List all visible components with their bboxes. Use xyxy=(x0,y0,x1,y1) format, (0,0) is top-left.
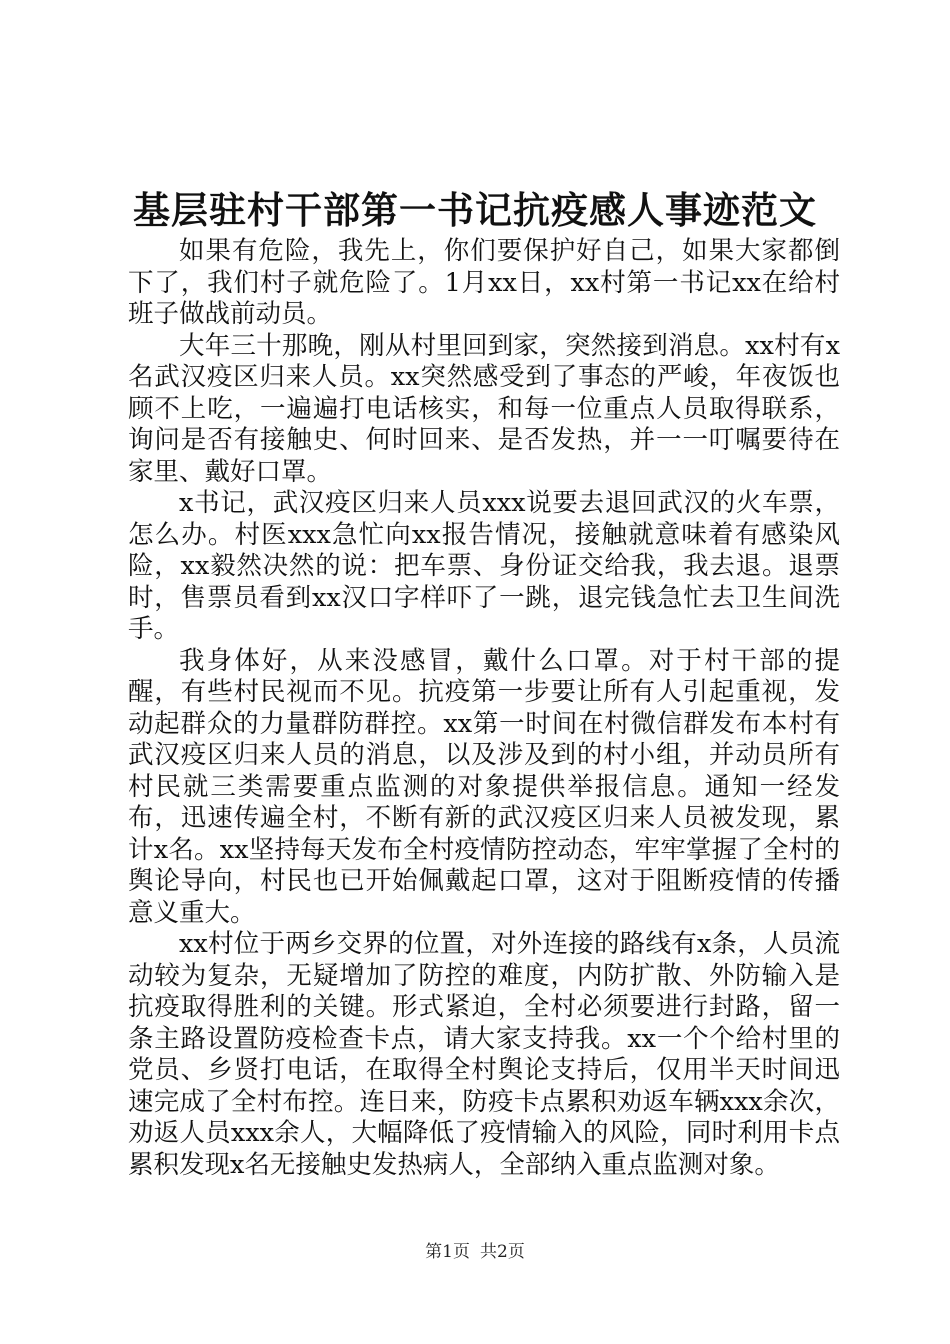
paragraph-1: 如果有危险，我先上，你们要保护好自己，如果大家都倒下了，我们村子就危险了。1月xx日，xx村第一书记xx在给村班子做战前动员。 xyxy=(128,236,840,329)
paragraph-2: 大年三十那晚，刚从村里回到家，突然接到消息。xx村有x名武汉疫区归来人员。xx突然感受到了事态的严峻，年夜饭也顾不上吃，一遍遍打电话核实，和每一位重点人员取得联系，询问是否有接触史、何时回来、是否发热，并一一叮嘱要待在家里、戴好口罩。 xyxy=(128,330,840,487)
document-body xyxy=(128,236,840,1181)
page-number-current: 第1页 xyxy=(425,1242,470,1262)
paragraph-5: xx村位于两乡交界的位置，对外连接的路线有x条，人员流动较为复杂，无疑增加了防控的难度，内防扩散、外防输入是抗疫取得胜利的关键。形式紧迫，全村必须要进行封路，留一条主路设置防疫检查卡点，请大家支持我。xx一个个给村里的党员、乡贤打电话，在取得全村舆论支持后，仅用半天时间迅速完成了全村布控。连日来，防疫卡点累积劝返车辆xxx余次，劝返人员xxx余人，大幅降低了疫情输入的风险，同时利用卡点累积发现x名无接触史发热病人，全部纳入重点监测对象。 xyxy=(128,929,840,1180)
paragraph-3: x书记，武汉疫区归来人员xxx说要去退回武汉的火车票，怎么办。村医xxx急忙向xx报告情况，接触就意味着有感染风险，xx毅然决然的说：把车票、身份证交给我，我去退。退票时，售票员看到xx汉口字样吓了一跳，退完钱急忙去卫生间洗手。 xyxy=(128,488,840,644)
page-footer xyxy=(0,1240,950,1264)
page-number-total: 共2页 xyxy=(480,1242,525,1262)
document-title: 基层驻村干部第一书记抗疫感人事迹范文 xyxy=(133,188,817,232)
paragraph-4: 我身体好，从来没感冒，戴什么口罩。对于村干部的提醒，有些村民视而不见。抗疫第一步要让所有人引起重视，发动起群众的力量群防群控。xx第一时间在村微信群发布本村有武汉疫区归来人员的消息，以及涉及到的村小组，并动员所有村民就三类需要重点监测的对象提供举报信息。通知一经发布，迅速传遍全村，不断有新的武汉疫区归来人员被发现，累计x名。xx坚持每天发布全村疫情防控动态，牢牢掌握了全村的舆论导向，村民也已开始佩戴起口罩，这对于阻断疫情的传播意义重大。 xyxy=(128,645,840,928)
